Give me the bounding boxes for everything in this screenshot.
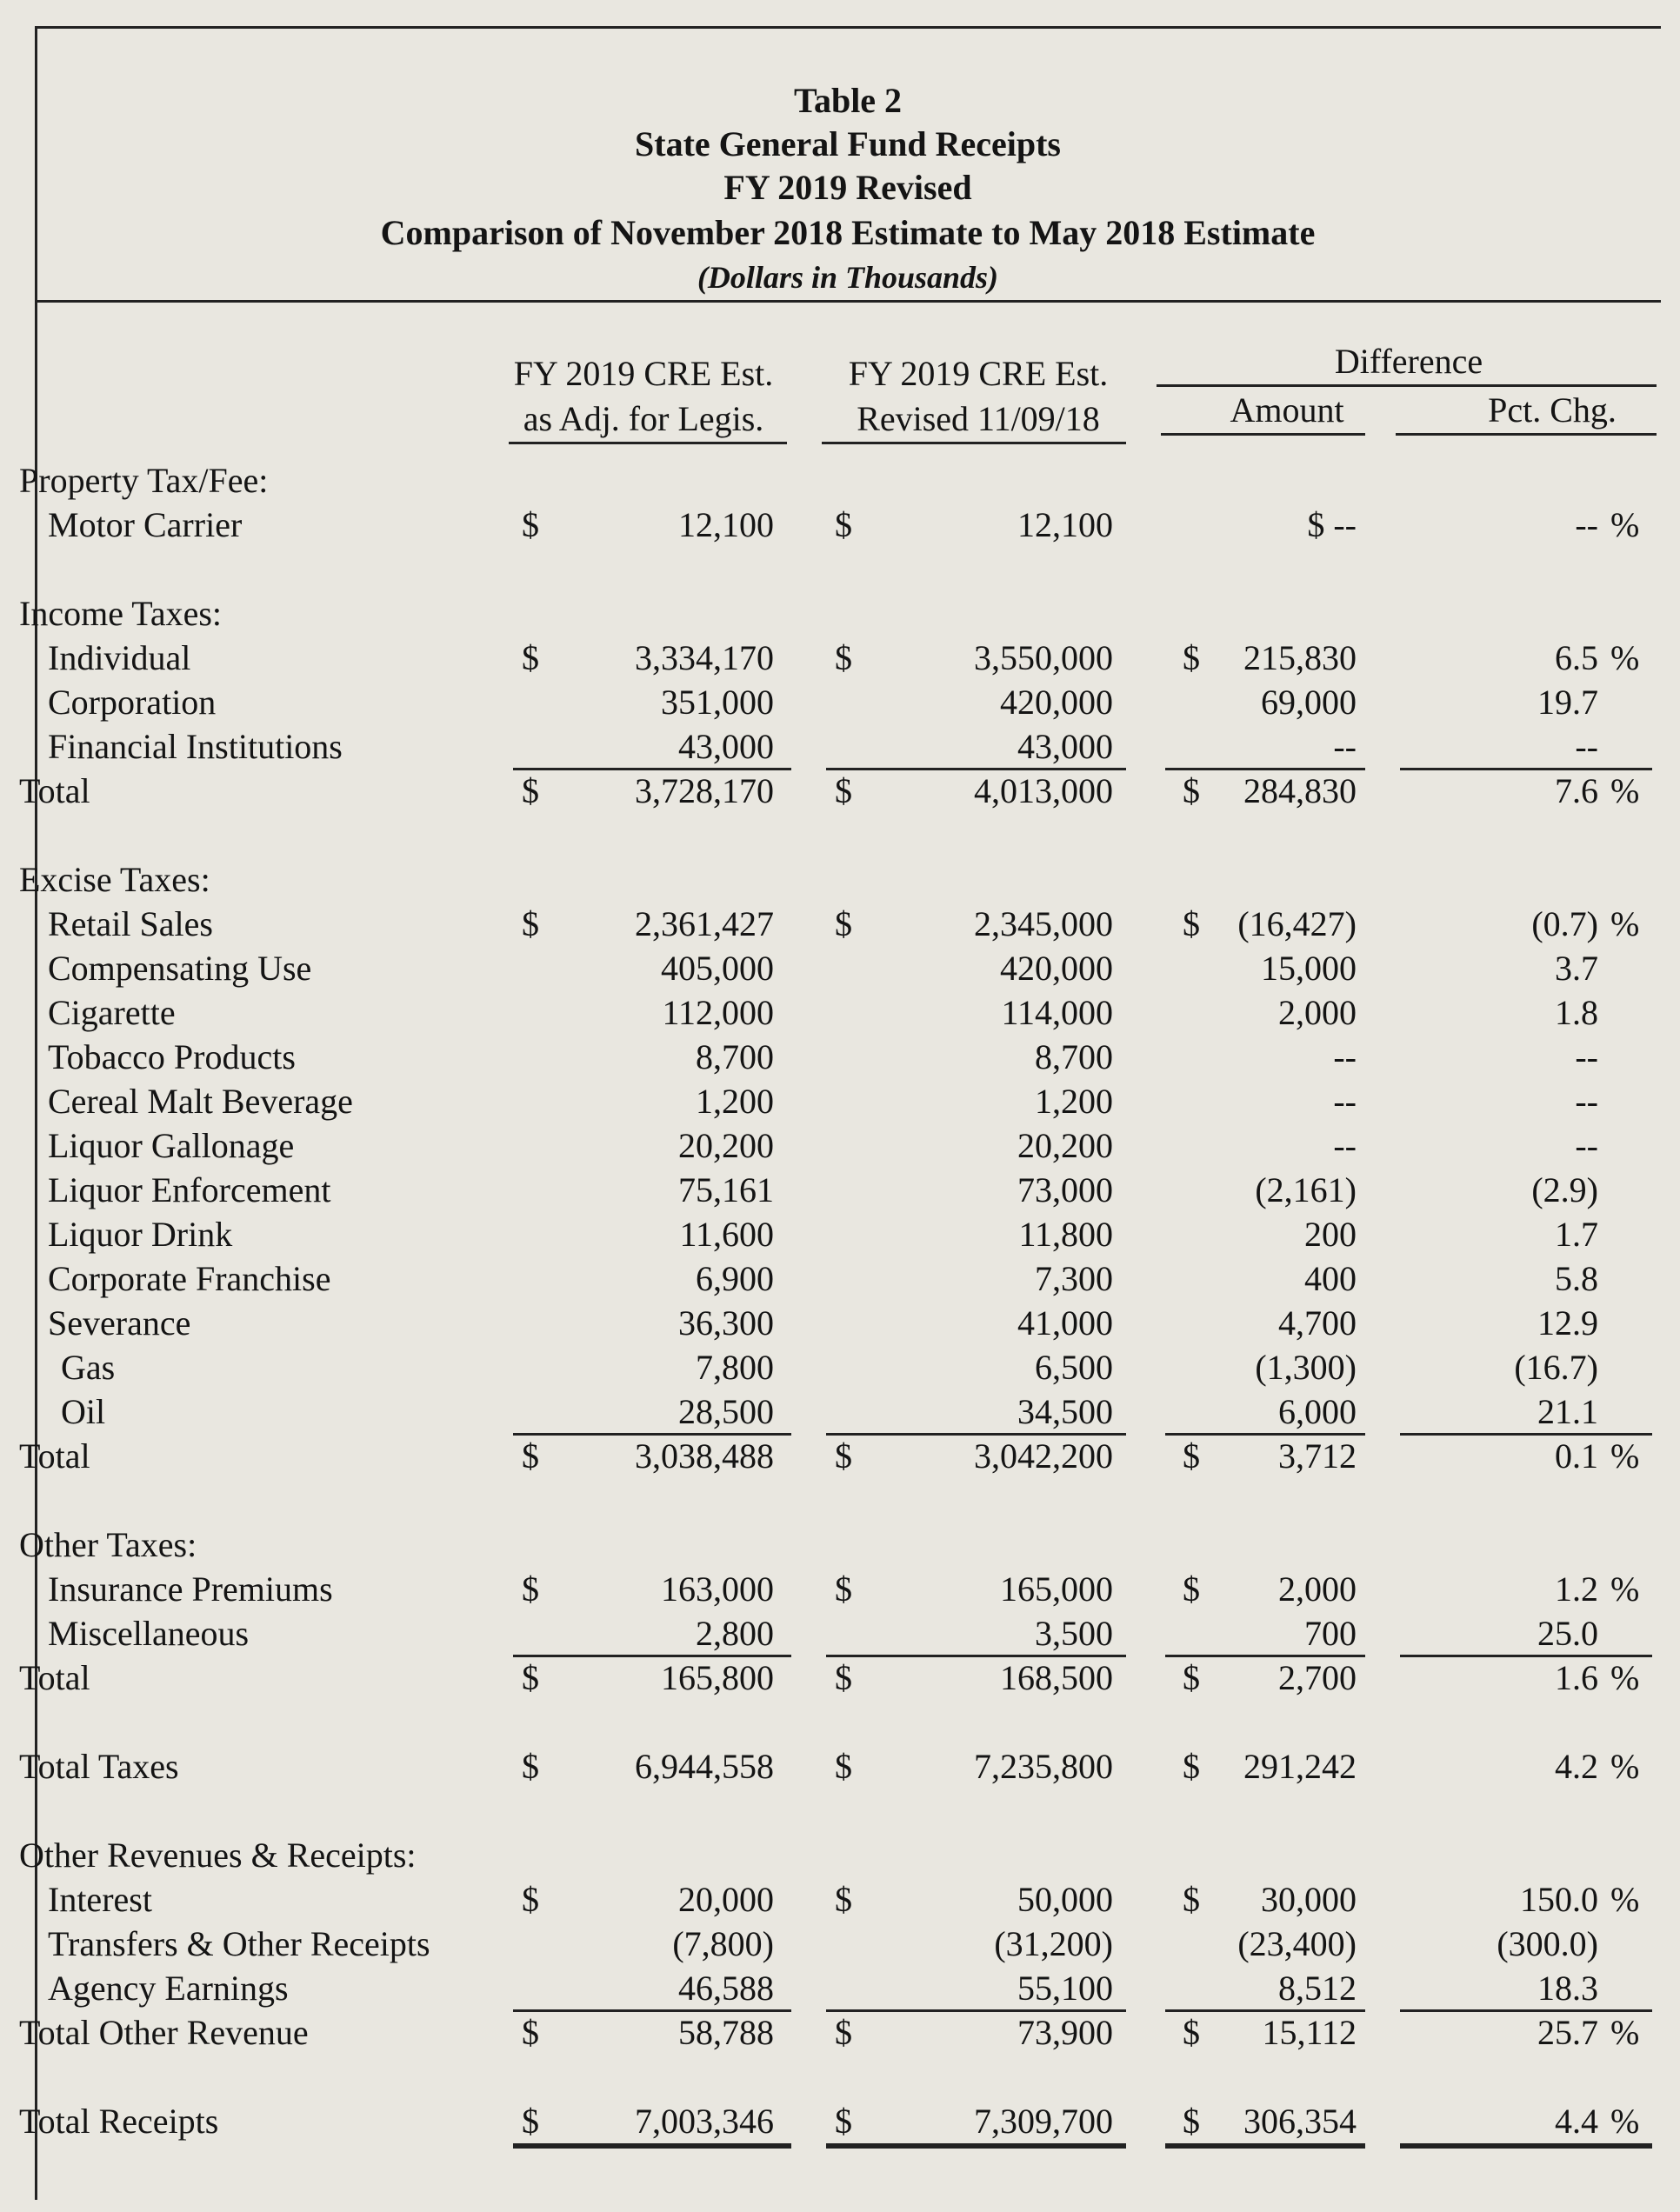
pct-change: 4.2 <box>1555 1747 1598 1786</box>
spacer-row <box>0 1479 1680 1522</box>
est-nov-value: 7,300 <box>1035 1259 1113 1298</box>
est-nov-value: 165,000 <box>1000 1569 1113 1609</box>
dollar-sign: $ <box>522 2013 539 2052</box>
dollar-sign: $ <box>522 1436 539 1476</box>
row-label: Income Taxes: <box>19 594 223 633</box>
dollar-sign: $ <box>835 771 852 810</box>
row-label: Gas <box>61 1348 116 1387</box>
pct-change: 19.7 <box>1537 683 1598 722</box>
est-may-value: (7,800) <box>672 1924 774 1963</box>
est-may-value: 6,944,558 <box>635 1747 774 1786</box>
est-may-value: 2,800 <box>696 1614 774 1653</box>
double-underline <box>826 2143 1126 2149</box>
est-nov-value: 7,235,800 <box>974 1747 1113 1786</box>
row-label: Insurance Premiums <box>48 1569 333 1609</box>
dollar-sign: $ <box>835 2013 852 2052</box>
est-nov-value: 7,309,700 <box>974 2102 1113 2141</box>
table-row <box>0 1302 1680 1345</box>
row-label: Other Revenues & Receipts: <box>19 1836 417 1875</box>
double-underline <box>1400 2143 1652 2149</box>
dollar-sign: $ <box>835 1436 852 1476</box>
amount-header: Amount <box>1230 390 1344 430</box>
est-may-value: 6,900 <box>696 1259 774 1298</box>
pct-change: 1.6 <box>1555 1658 1598 1697</box>
est-nov-value: 1,200 <box>1035 1082 1113 1121</box>
est-nov-value: 420,000 <box>1000 949 1113 988</box>
est-may-value: 11,600 <box>679 1215 774 1254</box>
pct-chg-header: Pct. Chg. <box>1488 390 1617 430</box>
difference-amount: 291,242 <box>1243 1747 1357 1786</box>
row-label: Interest <box>48 1880 152 1919</box>
difference-amount: 284,830 <box>1243 771 1357 810</box>
pct-change: 7.6 <box>1555 771 1598 810</box>
total-rule <box>1400 2009 1652 2012</box>
table-row <box>0 770 1680 813</box>
est-may-value: 46,588 <box>678 1969 774 2008</box>
difference-amount: 6,000 <box>1278 1392 1357 1431</box>
est-may-value: 2,361,427 <box>635 904 774 943</box>
dollar-sign: $ <box>835 638 852 677</box>
col2-header-line1: FY 2019 CRE Est. <box>848 354 1109 393</box>
row-label: Tobacco Products <box>48 1037 296 1076</box>
percent-sign: % <box>1610 904 1640 943</box>
est-nov-value: 12,100 <box>1017 505 1113 544</box>
table-units: (Dollars in Thousands) <box>697 260 999 295</box>
dollar-sign: $ <box>522 2102 539 2141</box>
total-rule <box>1165 2009 1365 2012</box>
difference-amount: 15,000 <box>1261 949 1357 988</box>
est-nov-value: 20,200 <box>1017 1126 1113 1165</box>
row-label: Severance <box>48 1303 191 1343</box>
est-nov-value: 73,000 <box>1017 1170 1113 1209</box>
difference-amount: $ -- <box>1307 505 1357 544</box>
table-row <box>0 1124 1680 1168</box>
pct-change: 1.2 <box>1555 1569 1598 1609</box>
est-may-value: 3,334,170 <box>635 638 774 677</box>
total-rule <box>1165 1433 1365 1436</box>
est-nov-value: 50,000 <box>1017 1880 1113 1919</box>
difference-amount: 4,700 <box>1278 1303 1357 1343</box>
col2-header-underline <box>822 442 1126 444</box>
pct-change: 1.7 <box>1555 1215 1598 1254</box>
difference-amount: (23,400) <box>1237 1924 1357 1963</box>
row-label: Liquor Enforcement <box>48 1170 331 1209</box>
table-row <box>0 858 1680 902</box>
percent-sign: % <box>1610 1658 1640 1697</box>
row-label: Total Taxes <box>19 1747 179 1786</box>
table-row <box>0 1922 1680 1966</box>
row-label: Liquor Gallonage <box>48 1126 295 1165</box>
difference-amount: 700 <box>1304 1614 1357 1653</box>
dollar-sign: $ <box>1183 1658 1200 1697</box>
est-nov-value: 11,800 <box>1018 1215 1113 1254</box>
title-block <box>35 26 1661 303</box>
percent-sign: % <box>1610 505 1640 544</box>
total-rule <box>1400 1433 1652 1436</box>
table-row <box>0 1257 1680 1301</box>
difference-amount: 30,000 <box>1261 1880 1357 1919</box>
table-row <box>0 636 1680 680</box>
table-number: Table 2 <box>793 81 903 120</box>
total-rule <box>1400 768 1652 770</box>
dollar-sign: $ <box>835 1747 852 1786</box>
table-row <box>0 1213 1680 1256</box>
dollar-sign: $ <box>835 1569 852 1609</box>
table-row <box>0 1612 1680 1656</box>
est-nov-value: 6,500 <box>1035 1348 1113 1387</box>
row-label: Excise Taxes: <box>19 860 210 899</box>
table-row <box>0 1435 1680 1478</box>
row-label: Corporate Franchise <box>48 1259 331 1298</box>
est-nov-value: 3,550,000 <box>974 638 1113 677</box>
table-row <box>0 991 1680 1035</box>
row-label: Total <box>19 1658 90 1697</box>
pct-change: 12.9 <box>1537 1303 1598 1343</box>
pct-change: -- <box>1575 505 1598 544</box>
difference-amount: 306,354 <box>1243 2102 1357 2141</box>
row-label: Motor Carrier <box>48 505 243 544</box>
est-may-value: 163,000 <box>661 1569 774 1609</box>
pct-change: 150.0 <box>1520 1880 1598 1919</box>
est-may-value: 7,800 <box>696 1348 774 1387</box>
table-row <box>0 1523 1680 1567</box>
difference-amount: 69,000 <box>1261 683 1357 722</box>
difference-amount: -- <box>1333 1082 1357 1121</box>
difference-amount: -- <box>1333 1037 1357 1076</box>
dollar-sign: $ <box>522 1658 539 1697</box>
col1-header-underline <box>509 442 787 444</box>
est-may-value: 20,200 <box>678 1126 774 1165</box>
est-nov-value: 2,345,000 <box>974 904 1113 943</box>
pct-change: 4.4 <box>1555 2102 1598 2141</box>
est-may-value: 7,003,346 <box>635 2102 774 2141</box>
est-nov-value: 168,500 <box>1000 1658 1113 1697</box>
percent-sign: % <box>1610 2013 1640 2052</box>
dollar-sign: $ <box>522 505 539 544</box>
spacer-row <box>0 1701 1680 1744</box>
total-rule <box>513 2009 791 2012</box>
total-rule <box>513 768 791 770</box>
total-rule <box>826 768 1126 770</box>
difference-amount: 2,700 <box>1278 1658 1357 1697</box>
est-nov-value: (31,200) <box>994 1924 1113 1963</box>
row-label: Cereal Malt Beverage <box>48 1082 353 1121</box>
total-rule <box>826 1655 1126 1657</box>
double-underline <box>513 2143 791 2149</box>
col1-header-line2: as Adj. for Legis. <box>523 399 764 438</box>
row-label: Agency Earnings <box>48 1969 289 2008</box>
table-row <box>0 503 1680 547</box>
row-label: Cigarette <box>48 993 176 1032</box>
est-may-value: 351,000 <box>661 683 774 722</box>
table-row <box>0 947 1680 990</box>
table-row <box>0 1390 1680 1434</box>
pct-change: -- <box>1575 1037 1598 1076</box>
difference-amount: (2,161) <box>1255 1170 1357 1209</box>
est-nov-value: 41,000 <box>1017 1303 1113 1343</box>
table-row <box>0 681 1680 724</box>
est-may-value: 20,000 <box>678 1880 774 1919</box>
difference-amount: 8,512 <box>1278 1969 1357 2008</box>
row-label: Miscellaneous <box>48 1614 250 1653</box>
pct-change: 5.8 <box>1555 1259 1598 1298</box>
pct-change: 21.1 <box>1537 1392 1598 1431</box>
row-label: Liquor Drink <box>48 1215 233 1254</box>
dollar-sign: $ <box>835 1658 852 1697</box>
pct-chg-underline <box>1396 433 1657 436</box>
table-row <box>0 592 1680 636</box>
difference-amount: -- <box>1333 1126 1357 1165</box>
double-underline <box>1165 2143 1365 2149</box>
difference-amount: 400 <box>1304 1259 1357 1298</box>
difference-amount: -- <box>1333 727 1357 766</box>
percent-sign: % <box>1610 2102 1640 2141</box>
table-row <box>0 1568 1680 1611</box>
total-rule <box>1165 1655 1365 1657</box>
est-nov-value: 4,013,000 <box>974 771 1113 810</box>
pct-change: -- <box>1575 1082 1598 1121</box>
table-row <box>0 725 1680 769</box>
est-nov-value: 55,100 <box>1017 1969 1113 2008</box>
dollar-sign: $ <box>1183 1747 1200 1786</box>
table-row <box>0 903 1680 946</box>
dollar-sign: $ <box>1183 1880 1200 1919</box>
est-nov-value: 73,900 <box>1017 2013 1113 2052</box>
percent-sign: % <box>1610 1436 1640 1476</box>
table-row <box>0 459 1680 503</box>
est-may-value: 405,000 <box>661 949 774 988</box>
est-nov-value: 34,500 <box>1017 1392 1113 1431</box>
est-may-value: 28,500 <box>678 1392 774 1431</box>
table-row <box>0 1878 1680 1922</box>
dollar-sign: $ <box>1183 904 1200 943</box>
table-row <box>0 1036 1680 1079</box>
pct-change: (0.7) <box>1531 904 1598 943</box>
percent-sign: % <box>1610 1880 1640 1919</box>
dollar-sign: $ <box>1183 1569 1200 1609</box>
pct-change: (300.0) <box>1497 1924 1598 1963</box>
total-rule <box>513 1655 791 1657</box>
spacer-row <box>0 2055 1680 2099</box>
amount-underline <box>1161 433 1365 436</box>
dollar-sign: $ <box>835 505 852 544</box>
row-label: Oil <box>61 1392 106 1431</box>
row-label: Compensating Use <box>48 949 312 988</box>
est-may-value: 43,000 <box>678 727 774 766</box>
row-label: Total <box>19 771 90 810</box>
row-label: Individual <box>48 638 191 677</box>
col1-header-line1: FY 2019 CRE Est. <box>513 354 774 393</box>
est-nov-value: 8,700 <box>1035 1037 1113 1076</box>
est-may-value: 3,728,170 <box>635 771 774 810</box>
est-may-value: 12,100 <box>678 505 774 544</box>
pct-change: -- <box>1575 1126 1598 1165</box>
est-may-value: 112,000 <box>662 993 774 1032</box>
pct-change: 0.1 <box>1555 1436 1598 1476</box>
dollar-sign: $ <box>522 771 539 810</box>
dollar-sign: $ <box>1183 638 1200 677</box>
difference-underline <box>1157 384 1657 387</box>
pct-change: 6.5 <box>1555 638 1598 677</box>
row-label: Other Taxes: <box>19 1525 197 1564</box>
dollar-sign: $ <box>1183 771 1200 810</box>
table-row <box>0 1656 1680 1700</box>
percent-sign: % <box>1610 1569 1640 1609</box>
row-label: Retail Sales <box>48 904 213 943</box>
dollar-sign: $ <box>1183 1436 1200 1476</box>
spacer-row <box>0 814 1680 857</box>
dollar-sign: $ <box>1183 2102 1200 2141</box>
est-nov-value: 3,042,200 <box>974 1436 1113 1476</box>
pct-change: -- <box>1575 727 1598 766</box>
table-row <box>0 1834 1680 1877</box>
table-row <box>0 2100 1680 2143</box>
total-rule <box>1400 1655 1652 1657</box>
est-may-value: 58,788 <box>678 2013 774 2052</box>
est-may-value: 75,161 <box>678 1170 774 1209</box>
row-label: Total <box>19 1436 90 1476</box>
table-row <box>0 1745 1680 1789</box>
percent-sign: % <box>1610 1747 1640 1786</box>
dollar-sign: $ <box>522 1747 539 1786</box>
est-may-value: 165,800 <box>661 1658 774 1697</box>
est-nov-value: 43,000 <box>1017 727 1113 766</box>
table-row <box>0 1080 1680 1123</box>
difference-amount: 15,112 <box>1262 2013 1357 2052</box>
est-nov-value: 420,000 <box>1000 683 1113 722</box>
difference-amount: 2,000 <box>1278 993 1357 1032</box>
difference-amount: 200 <box>1304 1215 1357 1254</box>
dollar-sign: $ <box>835 904 852 943</box>
row-label: Total Other Revenue <box>19 2013 309 2052</box>
total-rule <box>1165 768 1365 770</box>
table-row <box>0 1967 1680 2010</box>
dollar-sign: $ <box>835 2102 852 2141</box>
difference-header: Difference <box>1334 342 1483 381</box>
table-row <box>0 1169 1680 1212</box>
total-rule <box>513 1433 791 1436</box>
dollar-sign: $ <box>1183 2013 1200 2052</box>
dollar-sign: $ <box>522 1569 539 1609</box>
dollar-sign: $ <box>522 638 539 677</box>
difference-amount: (1,300) <box>1255 1348 1357 1387</box>
spacer-row <box>0 1789 1680 1833</box>
row-label: Property Tax/Fee: <box>19 461 269 500</box>
pct-change: 25.7 <box>1537 2013 1598 2052</box>
table-row <box>0 2011 1680 2055</box>
est-nov-value: 3,500 <box>1035 1614 1113 1653</box>
difference-amount: 3,712 <box>1278 1436 1357 1476</box>
pct-change: 25.0 <box>1537 1614 1598 1653</box>
table-subtitle: FY 2019 Revised <box>723 168 972 207</box>
percent-sign: % <box>1610 771 1640 810</box>
dollar-sign: $ <box>522 1880 539 1919</box>
pct-change: 3.7 <box>1555 949 1598 988</box>
percent-sign: % <box>1610 638 1640 677</box>
total-rule <box>826 1433 1126 1436</box>
row-label: Financial Institutions <box>48 727 343 766</box>
pct-change: 18.3 <box>1537 1969 1598 2008</box>
table-row <box>0 1346 1680 1389</box>
total-rule <box>826 2009 1126 2012</box>
row-label: Transfers & Other Receipts <box>48 1924 430 1963</box>
row-label: Corporation <box>48 683 217 722</box>
pct-change: (16.7) <box>1514 1348 1598 1387</box>
est-may-value: 1,200 <box>696 1082 774 1121</box>
est-may-value: 8,700 <box>696 1037 774 1076</box>
difference-amount: 215,830 <box>1243 638 1357 677</box>
est-nov-value: 114,000 <box>1001 993 1113 1032</box>
col2-header-line2: Revised 11/09/18 <box>857 399 1100 438</box>
table-comparison: Comparison of November 2018 Estimate to May 2018 Estimate <box>380 213 1316 252</box>
est-may-value: 3,038,488 <box>635 1436 774 1476</box>
row-label: Total Receipts <box>19 2102 219 2141</box>
spacer-row <box>0 548 1680 591</box>
difference-amount: (16,427) <box>1237 904 1357 943</box>
table-title: State General Fund Receipts <box>635 124 1061 163</box>
est-may-value: 36,300 <box>678 1303 774 1343</box>
pct-change: 1.8 <box>1555 993 1598 1032</box>
dollar-sign: $ <box>522 904 539 943</box>
dollar-sign: $ <box>835 1880 852 1919</box>
difference-amount: 2,000 <box>1278 1569 1357 1609</box>
pct-change: (2.9) <box>1531 1170 1598 1209</box>
